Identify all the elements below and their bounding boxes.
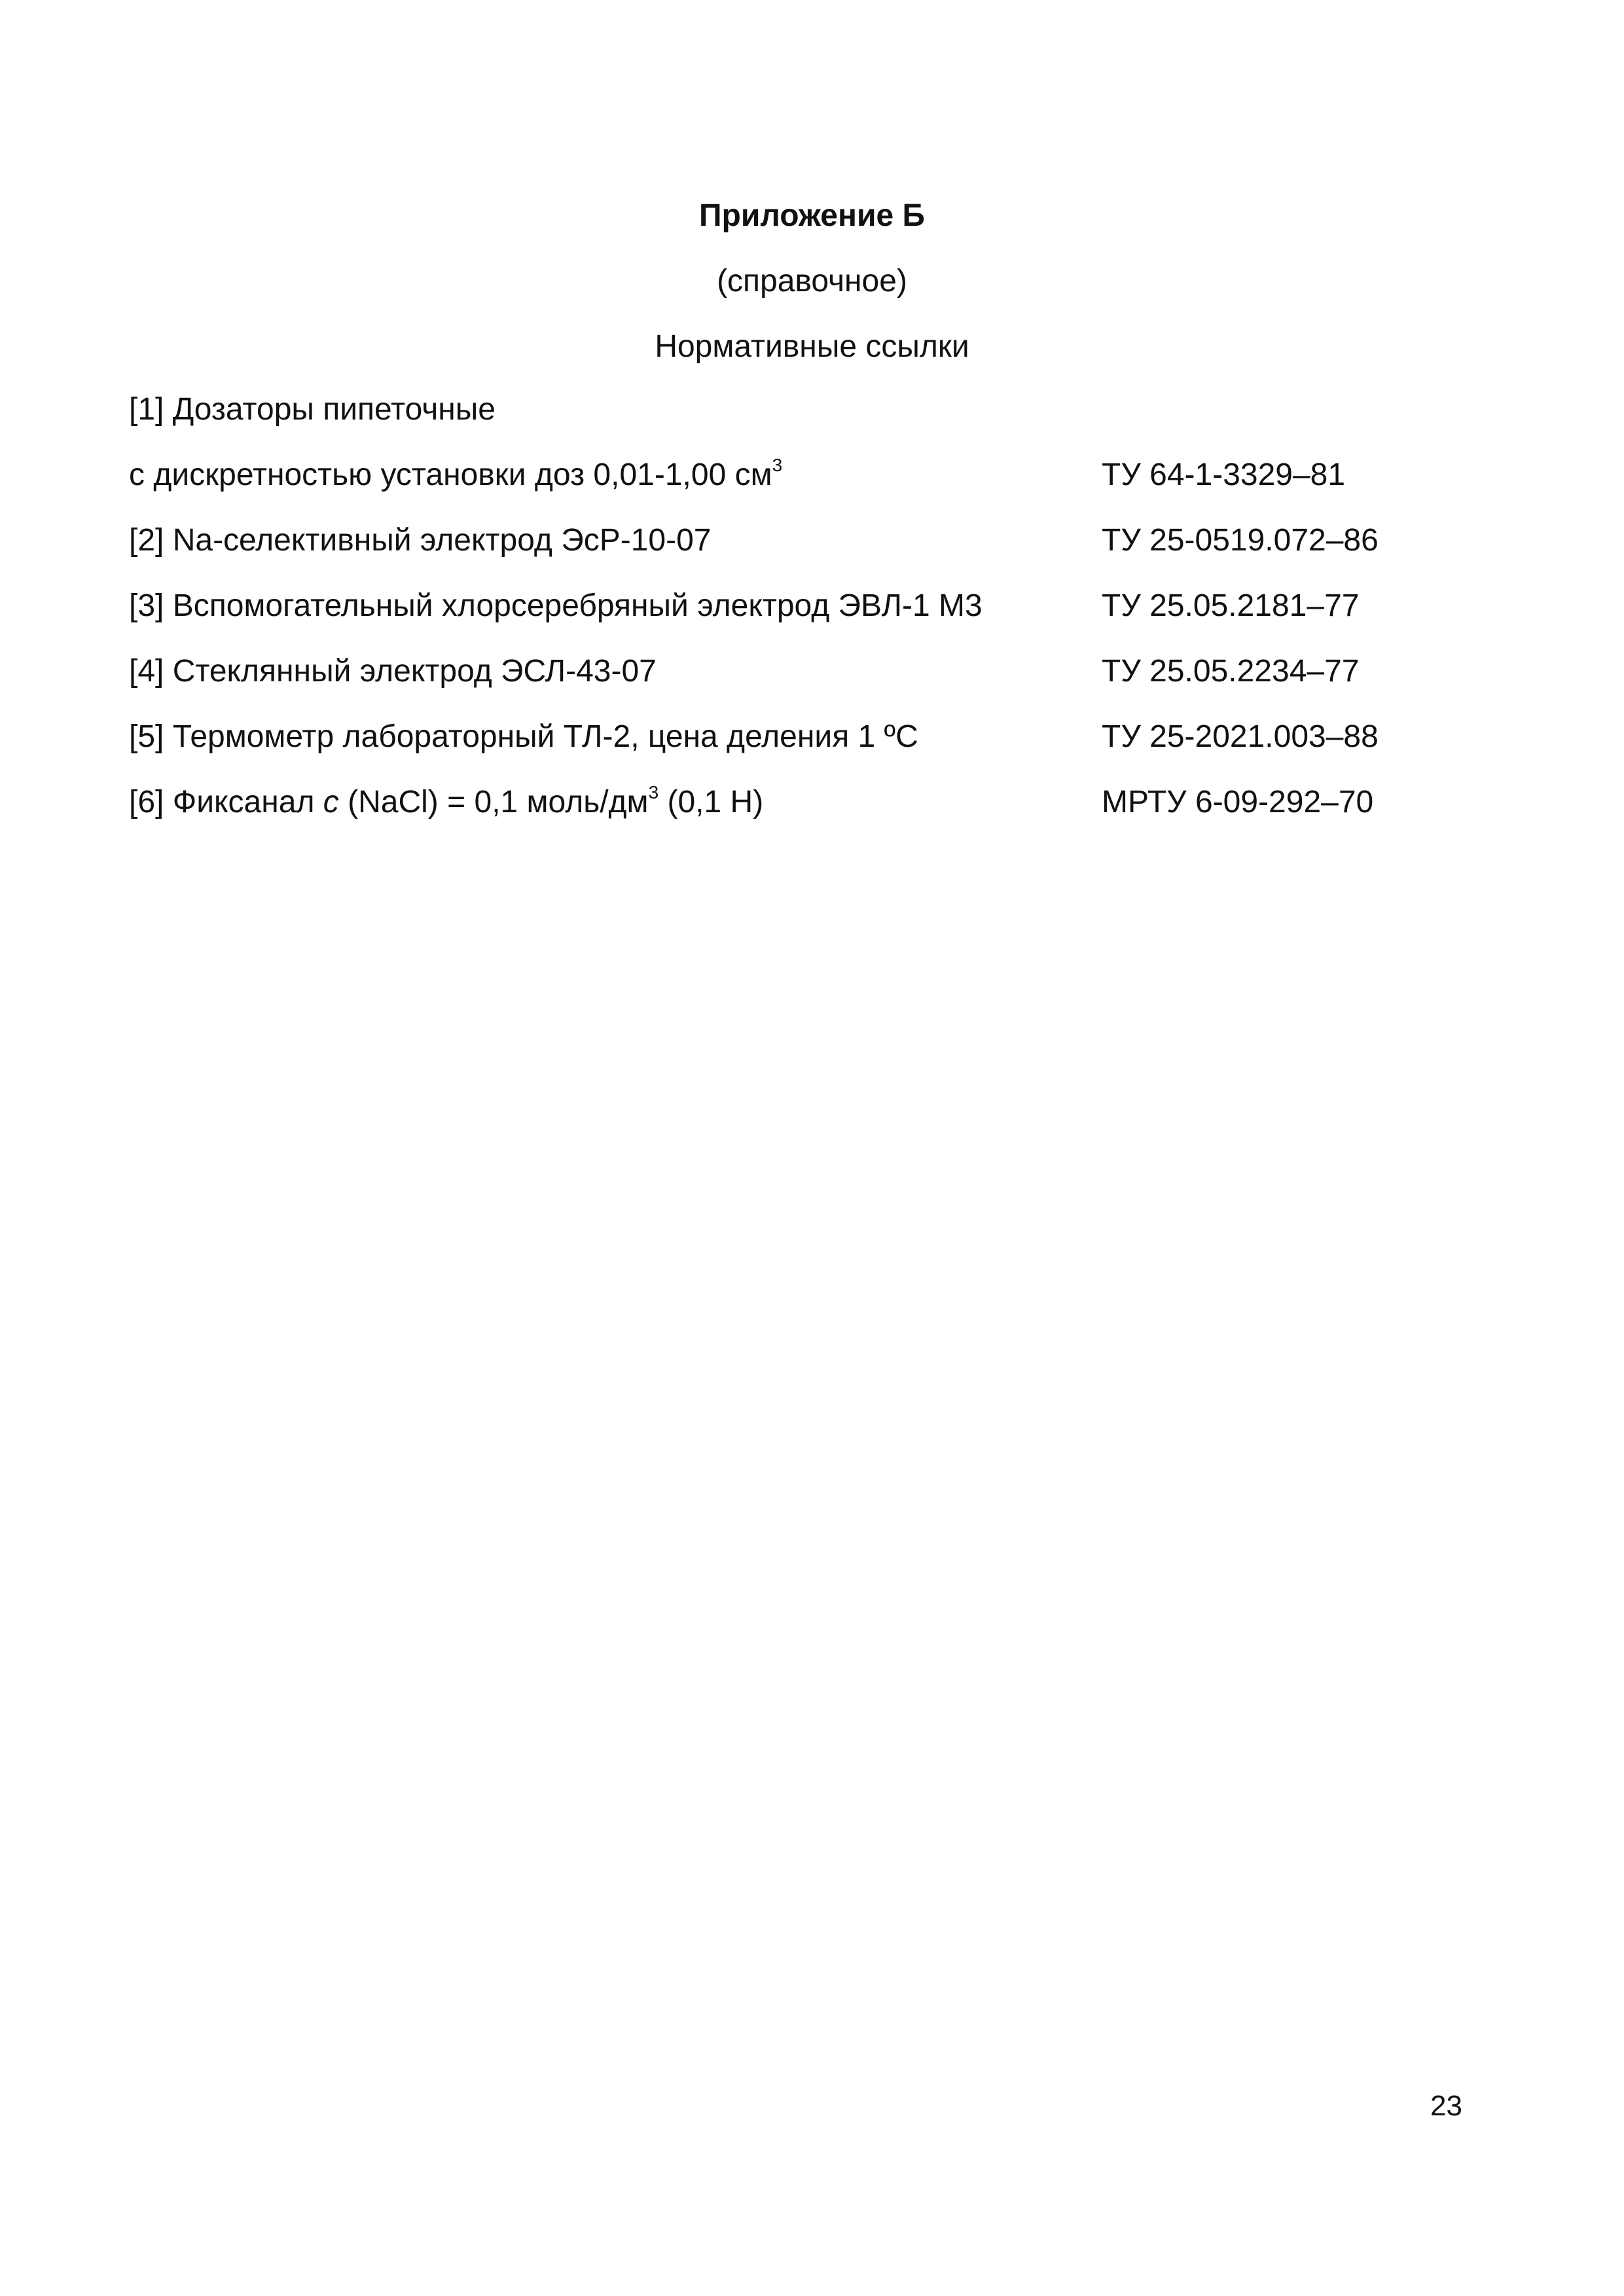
reference-6-italic-c: с xyxy=(323,785,339,819)
reference-1-superscript: 3 xyxy=(772,455,783,475)
reference-5-code: ТУ 25-2021.003–88 xyxy=(1102,719,1379,754)
reference-6-text xyxy=(129,783,763,822)
reference-4-text: [4] Стеклянный электрод ЭСЛ-43-07 xyxy=(129,654,657,689)
reference-2-text: [2] Na-селективный электрод ЭсР-10-07 xyxy=(129,523,712,558)
reference-6-superscript: 3 xyxy=(648,782,659,802)
appendix-title: Приложение Б xyxy=(699,198,925,233)
reference-6-prefix: [6] Фиксанал xyxy=(129,785,323,819)
reference-6-suffix: (0,1 Н) xyxy=(659,785,764,819)
reference-6-middle: (NaCl) = 0,1 моль/дм xyxy=(338,785,649,819)
reference-1-text: с дискретностью установки доз 0,01-1,00 см xyxy=(129,457,772,492)
reference-6-code: МРТУ 6-09-292–70 xyxy=(1102,785,1374,819)
reference-3-text: [3] Вспомогательный хлорсеребряный электрод ЭВЛ-1 М3 xyxy=(129,588,983,623)
section-title: Нормативные ссылки xyxy=(655,329,969,364)
reference-3-code: ТУ 25.05.2181–77 xyxy=(1102,588,1360,623)
reference-1-code: ТУ 64-1-3329–81 xyxy=(1102,457,1346,492)
reference-4-code: ТУ 25.05.2234–77 xyxy=(1102,654,1360,689)
appendix-subtitle: (справочное) xyxy=(717,264,907,298)
page-number: 23 xyxy=(1430,2090,1462,2122)
reference-5-text: [5] Термометр лабораторный ТЛ-2, цена деления 1 ºС xyxy=(129,719,918,754)
reference-1-line-2 xyxy=(129,456,782,495)
reference-2-code: ТУ 25-0519.072–86 xyxy=(1102,523,1379,558)
reference-1-line-1: [1] Дозаторы пипеточные xyxy=(129,392,496,427)
